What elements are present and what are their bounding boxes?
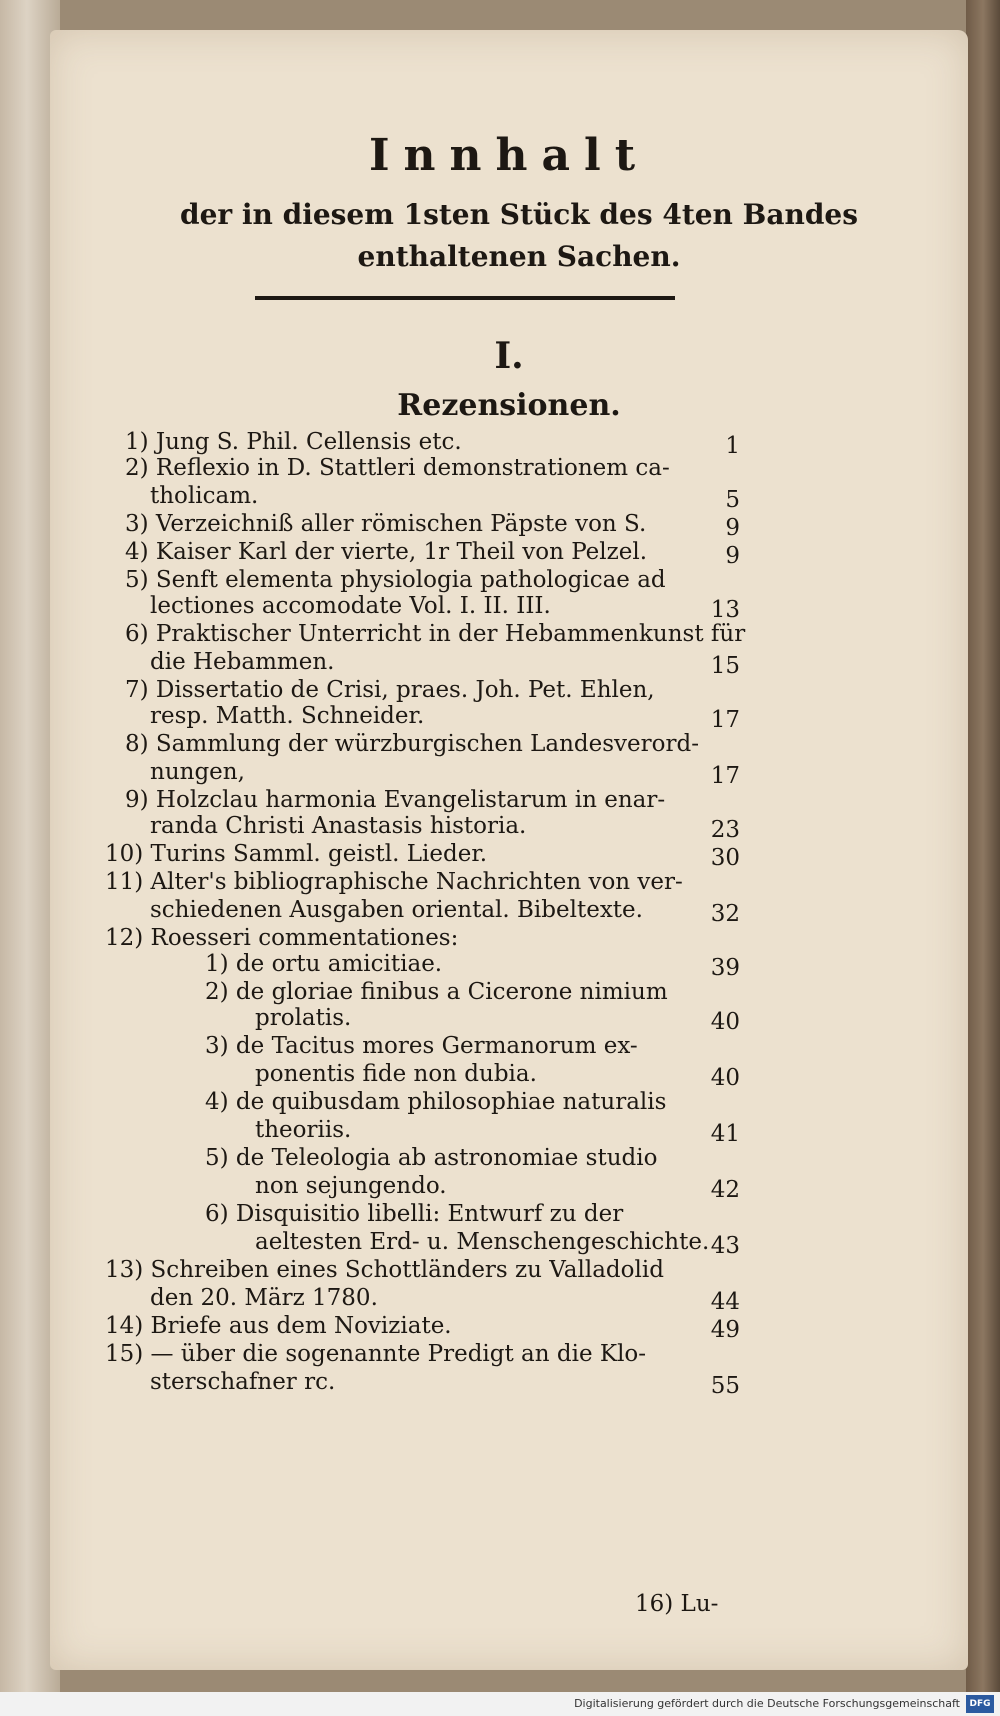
toc-entry-text: 7) Dissertatio de Crisi, praes. Joh. Pet. Ehlen, xyxy=(125,677,655,703)
toc-entry-page: 1 xyxy=(725,433,740,459)
toc-entry-text: 2) de gloriae finibus a Cicerone nimium xyxy=(205,979,668,1005)
toc-entry-text: 11) Alter's bibliographische Nachrichten von ver- xyxy=(105,869,683,895)
section-title: Rezensionen. xyxy=(397,388,621,423)
toc-entry-page: 17 xyxy=(710,707,740,733)
book-spine xyxy=(966,0,1000,1716)
toc-entry-text: lectiones accomodate Vol. I. II. III. xyxy=(150,593,551,619)
toc-entry-text: schiedenen Ausgaben oriental. Bibeltexte. xyxy=(150,897,643,923)
footer-credit: Digitalisierung gefördert durch die Deutsche Forschungsgemeinschaft xyxy=(574,1697,960,1710)
toc-entry-text: randa Christi Anastasis historia. xyxy=(150,813,527,839)
toc-entry-page: 9 xyxy=(725,515,740,541)
toc-entry-text: 3) Verzeichniß aller römischen Päpste von S. xyxy=(125,511,647,537)
toc-entry-text: prolatis. xyxy=(255,1005,352,1031)
toc-entry-text: 14) Briefe aus dem Noviziate. xyxy=(105,1313,452,1339)
toc-entry-text: 6) Praktischer Unterricht in der Hebammenkunst für xyxy=(125,621,746,647)
toc-entry-page: 43 xyxy=(710,1233,740,1259)
toc-entry-text: 6) Disquisitio libelli: Entwurf zu der xyxy=(205,1201,624,1227)
toc-entry-text: sterschafner rc. xyxy=(150,1369,336,1395)
toc-entry-page: 5 xyxy=(725,487,740,513)
toc-entry-text: 3) de Tacitus mores Germanorum ex- xyxy=(205,1033,638,1059)
catchword: 16) Lu- xyxy=(635,1591,719,1617)
toc-entry-page: 41 xyxy=(710,1121,740,1147)
toc-entry-text: 5) Senft elementa physiologia pathologicae ad xyxy=(125,567,666,593)
toc-entry-page: 39 xyxy=(710,955,740,981)
toc-entry-page: 49 xyxy=(710,1317,740,1343)
toc-entry-text: aeltesten Erd- u. Menschengeschichte. xyxy=(255,1229,710,1255)
toc-entry-page: 17 xyxy=(710,763,740,789)
toc-entry-text: 8) Sammlung der würzburgischen Landesverord- xyxy=(125,731,699,757)
toc-entry-page: 32 xyxy=(710,901,740,927)
page-subtitle-line1: der in diesem 1sten Stück des 4ten Bandes xyxy=(180,198,858,231)
toc-entry-page: 23 xyxy=(710,817,740,843)
toc-entry-page: 15 xyxy=(710,653,740,679)
toc-entry-page: 44 xyxy=(710,1289,740,1315)
toc-entry-text: nungen, xyxy=(150,759,245,785)
toc-entry-text: non sejungendo. xyxy=(255,1173,447,1199)
toc-entry-text: den 20. März 1780. xyxy=(150,1285,378,1311)
toc-entry-page: 30 xyxy=(710,845,740,871)
toc-entry-page: 9 xyxy=(725,543,740,569)
dfg-logo: DFG xyxy=(966,1695,994,1713)
page-subtitle-line2: enthaltenen Sachen. xyxy=(357,240,681,273)
toc-entry-text: 2) Reflexio in D. Stattleri demonstrationem ca- xyxy=(125,455,670,481)
page-title: Innhalt xyxy=(368,130,650,181)
toc-entry-text: die Hebammen. xyxy=(150,649,335,675)
toc-entry-text: resp. Matth. Schneider. xyxy=(150,703,425,729)
footer-bar xyxy=(0,1692,1000,1716)
toc-entry-page: 40 xyxy=(710,1009,740,1035)
toc-entry-text: 1) Jung S. Phil. Cellensis etc. xyxy=(125,429,462,455)
toc-entry-text: tholicam. xyxy=(150,483,259,509)
toc-entry-page: 55 xyxy=(710,1373,740,1399)
toc-entry-text: 1) de ortu amicitiae. xyxy=(205,951,443,977)
toc-entry-text: 9) Holzclau harmonia Evangelistarum in enar- xyxy=(125,787,666,813)
toc-entry-text: theoriis. xyxy=(255,1117,352,1143)
toc-entry-text: 4) de quibusdam philosophiae naturalis xyxy=(205,1089,667,1115)
toc-entry-page: 42 xyxy=(710,1177,740,1203)
toc-entry-page: 40 xyxy=(710,1065,740,1091)
toc-entry-page: 13 xyxy=(710,597,740,623)
toc-entry-text: 15) — über die sogenannte Predigt an die Klo- xyxy=(105,1341,647,1367)
table-of-contents xyxy=(50,30,968,1670)
book-page xyxy=(50,30,968,1670)
toc-entry-text: ponentis fide non dubia. xyxy=(255,1061,537,1087)
toc-entry-text: 12) Roesseri commentationes: xyxy=(105,925,459,951)
section-number: I. xyxy=(494,335,524,377)
toc-entry-text: 10) Turins Samml. geistl. Lieder. xyxy=(105,841,488,867)
toc-entry-text: 5) de Teleologia ab astronomiae studio xyxy=(205,1145,658,1171)
toc-entry-text: 4) Kaiser Karl der vierte, 1r Theil von Pelzel. xyxy=(125,539,648,565)
toc-entry-text: 13) Schreiben eines Schottländers zu Valladolid xyxy=(105,1257,664,1283)
